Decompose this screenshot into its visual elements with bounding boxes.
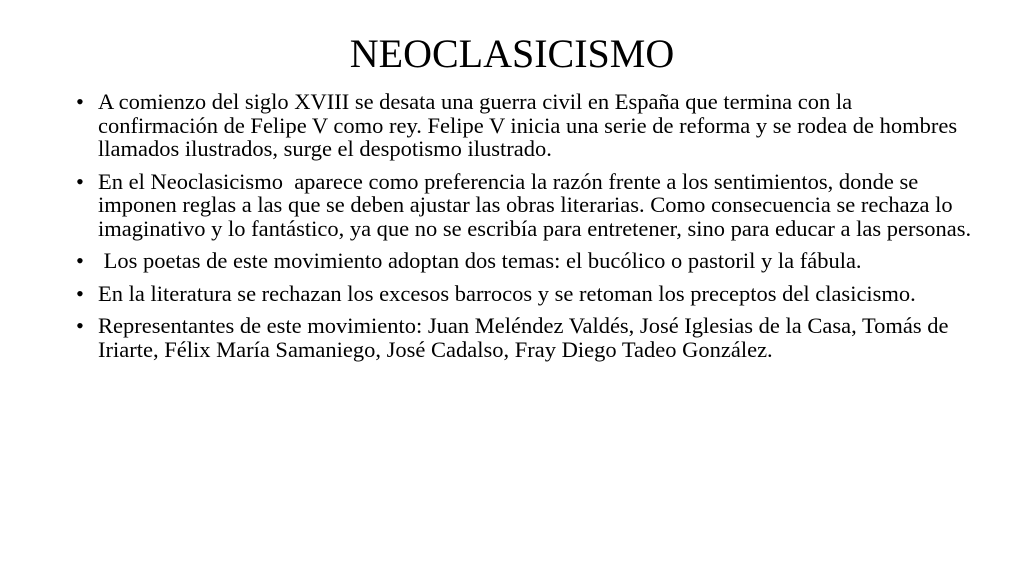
bullet-dot-icon: • bbox=[76, 248, 84, 273]
bullet-item bbox=[76, 249, 976, 273]
bullet-item bbox=[76, 90, 976, 161]
bullet-dot-icon: • bbox=[76, 313, 84, 338]
bullet-item bbox=[76, 314, 976, 361]
bullet-dot-icon: • bbox=[76, 280, 84, 306]
bullet-text: En el Neoclasicismo aparece como preferencia la razón frente a los sentimientos, donde se imponen reglas a las que se deben ajustar las obras literarias. Como consecuencia se rechaza lo imaginativo y lo fantástico, ya que no se escribía para entretener, sino para educar a las personas. bbox=[98, 168, 972, 241]
bullet-item bbox=[76, 170, 976, 241]
bullet-list bbox=[76, 90, 976, 370]
bullet-item bbox=[76, 282, 976, 306]
bullet-text: A comienzo del siglo XVIII se desata una guerra civil en España que termina con la confirmación de Felipe V como rey. Felipe V inicia una serie de reforma y se rodea de hombres llamados ilustrados, surge el despotismo ilustrado. bbox=[98, 89, 958, 161]
bullet-text: En la literatura se rechazan los excesos barrocos y se retoman los preceptos del clasicismo. bbox=[98, 280, 916, 306]
bullet-text: Los poetas de este movimiento adoptan dos temas: el bucólico o pastoril y la fábula. bbox=[98, 248, 862, 273]
bullet-dot-icon: • bbox=[76, 168, 84, 194]
bullet-text: Representantes de este movimiento: Juan Meléndez Valdés, José Iglesias de la Casa, Tomás de Iriarte, Félix María Samaniego, José Cadalso, Fray Diego Tadeo González. bbox=[98, 313, 949, 362]
bullet-dot-icon: • bbox=[76, 89, 84, 114]
slide-title: NEOCLASICISMO bbox=[349, 31, 675, 76]
